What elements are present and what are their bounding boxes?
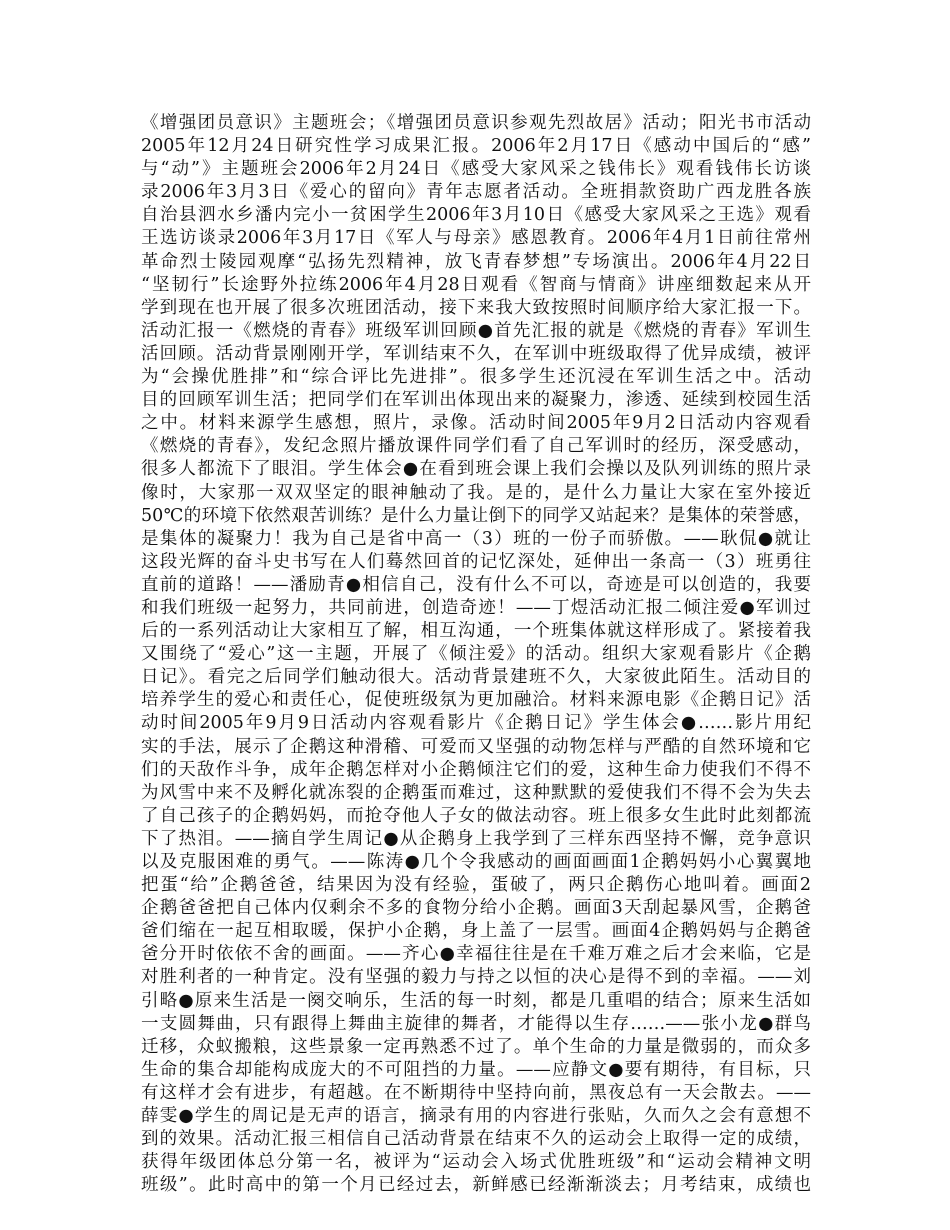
- text-line: 革命烈士陵园观摩“弘扬先烈精神，放飞青春梦想”专场演出。2006年4月22日: [141, 251, 811, 272]
- text-line: 培养学生的爱心和责任心，促使班级氛为更加融洽。材料来源电影《企鹅日记》活: [141, 690, 811, 711]
- text-line: 活回顾。活动背景刚刚开学，军训结束不久，在军训中班级取得了优异成绩，被评: [141, 343, 811, 364]
- text-line: 一支圆舞曲，只有跟得上舞曲主旋律的舞者，才能得以生存……——张小龙●群鸟: [141, 1013, 811, 1034]
- body-text: [141, 112, 811, 1197]
- text-line: 之中。材料来源学生感想，照片，录像。活动时间2005年9月2日活动内容观看: [141, 413, 811, 434]
- text-line: 动时间2005年9月9日活动内容观看影片《企鹅日记》学生体会●……影片用纪: [141, 713, 811, 734]
- text-line: 像时，大家那一双双坚定的眼神触动了我。是的，是什么力量让大家在室外接近: [141, 482, 811, 503]
- text-line: 获得年级团体总分第一名，被评为“运动会入场式优胜班级”和“运动会精神文明: [141, 1152, 811, 1173]
- text-line: 们的天敌作斗争，成年企鹅怎样对小企鹅倾注它们的爱，这种生命力使我们不得不: [141, 759, 811, 780]
- text-line: “坚韧行”长途野外拉练2006年4月28日观看《智商与情商》讲座细数起来从开: [141, 274, 811, 295]
- text-line: 爸们缩在一起互相取暖，保护小企鹅，身上盖了一层雪。画面4企鹅妈妈与企鹅爸: [141, 921, 811, 942]
- text-line: 50℃的环境下依然艰苦训练？是什么力量让倒下的同学又站起来？是集体的荣誉感，: [141, 505, 811, 526]
- text-line: 企鹅爸爸把自己体内仅剩余不多的食物分给小企鹅。画面3天刮起暴风雪，企鹅爸: [141, 898, 811, 919]
- text-line: 很多人都流下了眼泪。学生体会●在看到班会课上我们会操以及队列训练的照片录: [141, 459, 811, 480]
- text-line: 自治县泗水乡潘内完小一贫困学生2006年3月10日《感受大家风采之王选》观看: [141, 205, 811, 226]
- text-line: 目的回顾军训生活；把同学们在军训出体现出来的凝聚力，渗透、延续到校园生活: [141, 390, 811, 411]
- text-line: 学到现在也开展了很多次班团活动，接下来我大致按照时间顺序给大家汇报一下。: [141, 297, 811, 318]
- text-line: 王选访谈录2006年3月17日《军人与母亲》感恩教育。2006年4月1日前往常州: [141, 228, 811, 249]
- text-line: 引略●原来生活是一阕交响乐，生活的每一时刻，都是几重唱的结合；原来生活如: [141, 990, 811, 1011]
- text-line: 这段光辉的奋斗史书写在人们蓦然回首的记忆深处，延伸出一条高一（3）班勇往: [141, 551, 811, 572]
- text-line: 把蛋“给”企鹅爸爸，结果因为没有经验，蛋破了，两只企鹅伤心地叫着。画面2: [141, 875, 811, 896]
- text-line: 直前的道路！——潘励青●相信自己，没有什么不可以，奇迹是可以创造的，我要: [141, 574, 811, 595]
- text-line: 实的手法，展示了企鹅这种滑稽、可爱而又坚强的动物怎样与严酷的自然环境和它: [141, 736, 811, 757]
- text-line: 班级”。此时高中的第一个月已经过去，新鲜感已经渐渐淡去；月考结束，成绩也: [141, 1175, 811, 1196]
- text-line: 活动汇报一《燃烧的青春》班级军训回顾●首先汇报的就是《燃烧的青春》军训生: [141, 320, 811, 341]
- text-line: 《燃烧的青春》，发纪念照片播放课件同学们看了自己军训时的经历，深受感动，: [141, 436, 811, 457]
- text-line: 迁移，众蚁搬粮，这些景象一定再熟悉不过了。单个生命的力量是微弱的，而众多: [141, 1036, 811, 1057]
- text-line: 录2006年3月3日《爱心的留向》青年志愿者活动。全班捐款资助广西龙胜各族: [141, 182, 811, 203]
- text-line: 为“会操优胜排”和“综合评比先进排”。很多学生还沉浸在军训生活之中。活动: [141, 367, 811, 388]
- text-line: 生命的集合却能构成庞大的不可阻挡的力量。——应静文●要有期待，有目标，只: [141, 1059, 811, 1080]
- text-line: 爸分开时依依不舍的画面。——齐心●幸福往往是在千难万难之后才会来临，它是: [141, 944, 811, 965]
- text-line: 又围绕了“爱心”这一主题，开展了《倾注爱》的活动。组织大家观看影片《企鹅: [141, 644, 811, 665]
- text-line: 日记》。看完之后同学们触动很大。活动背景建班不久，大家彼此陌生。活动目的: [141, 667, 811, 688]
- text-line: 与“动”》主题班会2006年2月24日《感受大家风采之钱伟长》观看钱伟长访谈: [141, 159, 811, 180]
- text-line: 到的效果。活动汇报三相信自己活动背景在结束不久的运动会上取得一定的成绩，: [141, 1129, 811, 1150]
- text-line: 了自己孩子的企鹅妈妈，而抢夺他人子女的做法动容。班上很多女生此时此刻都流: [141, 805, 811, 826]
- text-line: 和我们班级一起努力，共同前进，创造奇迹！——丁煜活动汇报二倾注爱●军训过: [141, 597, 811, 618]
- text-line: 下了热泪。——摘自学生周记●从企鹅身上我学到了三样东西坚持不懈，竞争意识: [141, 828, 811, 849]
- text-line: 对胜利者的一种肯定。没有坚强的毅力与持之以恒的决心是得不到的幸福。——刘: [141, 967, 811, 988]
- text-line: 有这样才会有进步，有超越。在不断期待中坚持向前，黑夜总有一天会散去。——: [141, 1082, 811, 1103]
- text-line: 《增强团员意识》主题班会；《增强团员意识参观先烈故居》活动；阳光书市活动: [141, 113, 811, 133]
- text-line: 为风雪中来不及孵化就冻裂的企鹅蛋而难过，这种默默的爱使我们不得不会为失去: [141, 782, 811, 803]
- text-line: 以及克服困难的勇气。——陈涛●几个令我感动的画面画面1企鹅妈妈小心翼翼地: [141, 852, 811, 872]
- text-line: 后的一系列活动让大家相互了解，相互沟通，一个班集体就这样形成了。紧接着我: [141, 621, 811, 642]
- text-line: 是集体的凝聚力！我为自己是省中高一（3）班的一份子而骄傲。——耿侃●就让: [141, 528, 811, 549]
- text-line: 2005年12月24日研究性学习成果汇报。2006年2月17日《感动中国后的“感”: [141, 136, 811, 157]
- text-line: 薛雯●学生的周记是无声的语言，摘录有用的内容进行张贴，久而久之会有意想不: [141, 1106, 811, 1127]
